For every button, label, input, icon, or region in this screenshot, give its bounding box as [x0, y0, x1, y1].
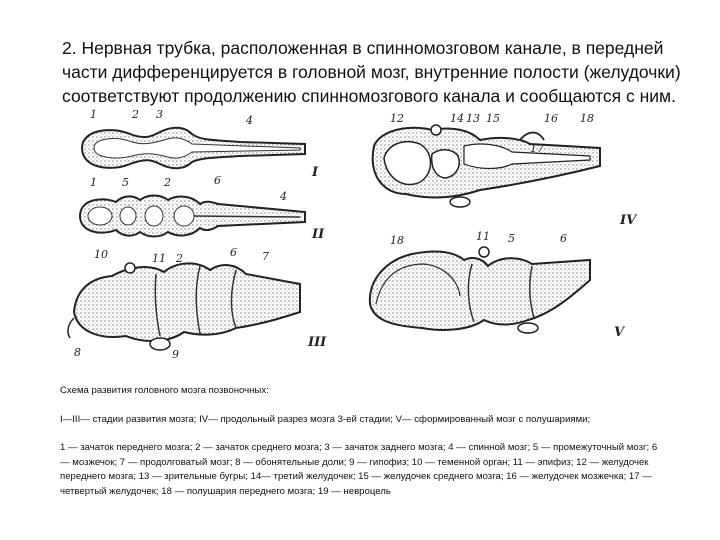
s4-label-18: 18	[580, 112, 594, 125]
stage-label-2: II	[312, 227, 325, 242]
stage-1-drawing	[82, 128, 305, 169]
stage-5-drawing	[370, 247, 590, 333]
s2-label-2: 2	[164, 176, 171, 189]
s3-label-2: 2	[176, 252, 183, 265]
s1-label-1: 1	[90, 108, 97, 121]
s4-label-12: 12	[390, 112, 404, 125]
s1-label-3: 3	[156, 108, 163, 121]
s1-label-4: 4	[246, 114, 253, 127]
stage-2-drawing	[80, 196, 305, 237]
s5-label-5: 5	[508, 232, 515, 245]
s2-label-6: 6	[214, 174, 221, 187]
stage-3-drawing	[68, 263, 300, 350]
s3-label-7: 7	[262, 250, 269, 263]
brain-development-figure	[60, 100, 660, 362]
s5-label-18: 18	[390, 234, 404, 247]
s3-label-10: 10	[94, 248, 108, 261]
s3-label-6: 6	[230, 246, 237, 259]
s2-label-4: 4	[280, 190, 287, 203]
s4-label-15: 15	[486, 112, 500, 125]
brain-development-diagram	[60, 100, 660, 362]
s5-label-11: 11	[476, 230, 490, 243]
stage-4-drawing	[373, 125, 600, 207]
s4-label-13: 13	[466, 112, 480, 125]
s4-label-16: 16	[544, 112, 558, 125]
s1-label-2: 2	[132, 108, 139, 121]
caption-title: Схема развития головного мозга позвоночных:	[60, 385, 269, 396]
s4-label-17: 17	[530, 142, 544, 155]
stage-label-3: III	[308, 335, 327, 350]
stage-label-4: IV	[620, 213, 637, 228]
stage-label-5: V	[614, 325, 625, 340]
caption-legend: 1 — зачаток переднего мозга; 2 — зачаток среднего мозга; 3 — зачаток заднего мозга; 4 — спинной мозг; 5 — промежуточный мозг; 6— мозжечок; 7 — продолговатый мозг; 8 — обонятельные доли; 9 — гипофиз; 10 — теменной орган; 11 — эпифиз; 12 — желудочек переднего мозга; 13 — зрительные бугры; 14— третий желудочек; 15 — желудочек среднего мозга; 16 — желудочек мозжечка; 17 — четвертый желудочек; 18 — полушария переднего мозга; 19 — невроцель	[60, 442, 658, 497]
stage-label-1: I	[312, 165, 319, 180]
s2-label-1: 1	[90, 176, 97, 189]
s5-label-6: 6	[560, 232, 567, 245]
caption-stages: I—III— стадии развития мозга; IV— продольный разрез мозга 3-ей стадии; V— сформированный мозг с полушариями;	[60, 413, 591, 425]
s2-label-5: 5	[122, 176, 129, 189]
s3-label-8: 8	[74, 346, 81, 359]
s4-label-14: 14	[450, 112, 464, 125]
figure-caption	[60, 384, 660, 500]
s3-label-9: 9	[172, 348, 179, 361]
slide-heading: 2. Нервная трубка, расположенная в спинномозговом канале, в передней части дифференцируется в головной мозг, внутренние полости (желудочки) соответствуют продолжению спинномозгового канала и сообщаются с ним.	[62, 38, 681, 106]
s3-label-11: 11	[152, 252, 166, 265]
